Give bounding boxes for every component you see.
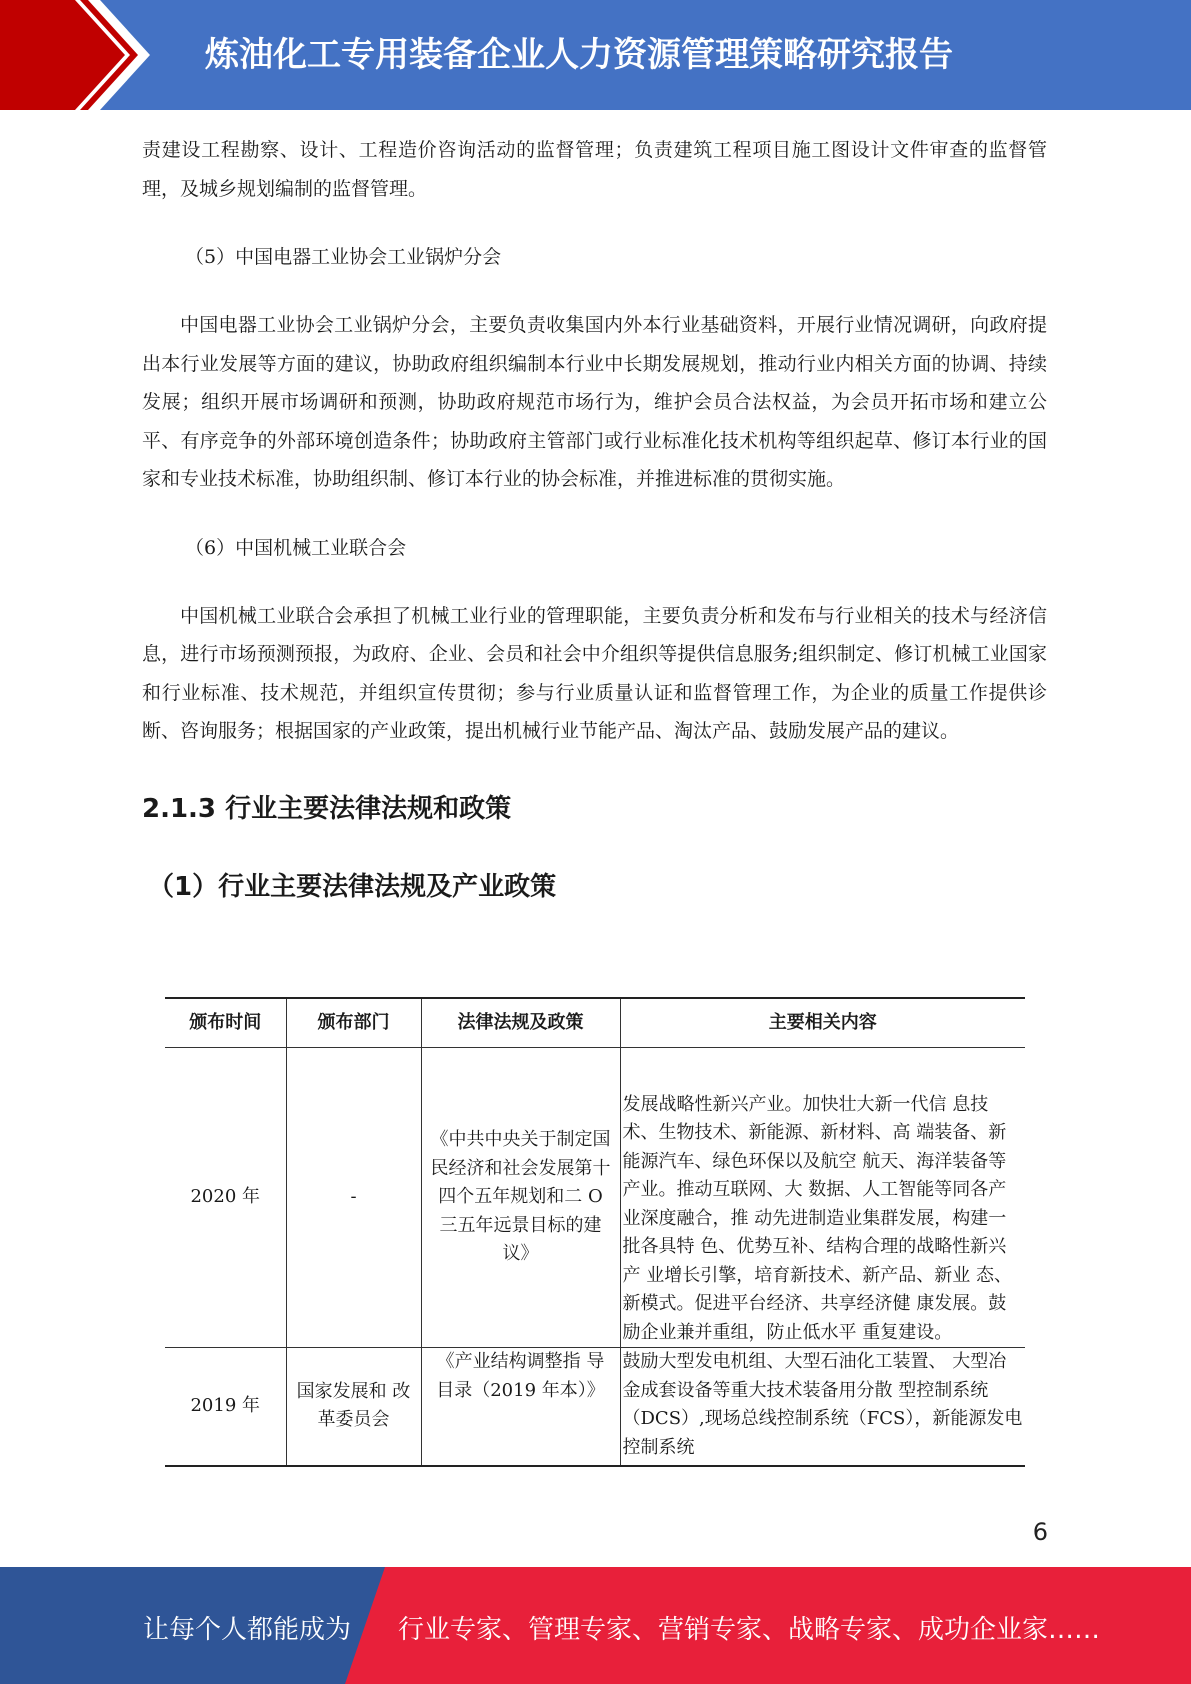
column-header-department: 颁布部门 [286,998,421,1048]
spacer [142,208,1047,238]
cell-content: 鼓励大型发电机组、大型石油化工装置、 大型冶金成套设备等重大技术装备用分散 型控制系统（DCS）,现场总线控制系统（FCS），新能源发电控制系统 [620,1348,1025,1466]
spacer [142,751,1047,789]
report-title: 炼油化工专用装备企业人力资源管理策略研究报告 [205,35,953,75]
subsection-title-5: （5）中国电器工业协会工业锅炉分会 [185,246,502,268]
spacer [142,829,1047,867]
cell-year: 2020 年 [190,1186,261,1208]
page-number: 6 [1032,1518,1048,1546]
subsection-body-5: 中国电器工业协会工业锅炉分会，主要负责收集国内外本行业基础资料，开展行业情况调研，向政府提出本行业发展等方面的建议，协助政府组织编制本行业中长期发展规划，推动行业内相关方面的协调、持续发展；组织开展市场调研和预测，协助政府规范市场行为，维护会员合法权益，为会员开拓市场和建立公平、有序竞争的外部环境创造条件；协助政府主管部门或行业标准化技术机构等组织起草、修订本行业的国家和专业技术标准，协助组织制、修订本行业的协会标准，并推进标准的贯彻实施。 [142,314,1047,490]
cell-content: 发展战略性新兴产业。加快壮大新一代信 息技术、生物技术、新能源、新材料、高 端装备、新能源汽车、绿色环保以及航空 航天、海洋装备等产业。推动互联网、大 数据、人工智能等同各产业深度融合，推 动先进制造业集群发展，构建一批各具特 色、优势互补、结构合理的战略性新兴产 业增长引擎，培育新技术、新产品、新业 态、新模式。促进平台经济、共享经济健 康发展。鼓励企业兼并重组，防止低水平 重复建设。 [620,1048,1025,1348]
spacer [142,276,1047,306]
section-heading: 2.1.3 行业主要法律法规和政策 [142,793,512,824]
page-footer [0,1567,1191,1684]
continued-paragraph: 责建设工程勘察、设计、工程造价咨询活动的监督管理；负责建筑工程项目施工图设计文件审查的监督管理，及城乡规划编制的监督管理。 [142,139,1047,200]
table-header-row [165,998,1025,1048]
subsection-body-6: 中国机械工业联合会承担了机械工业行业的管理职能，主要负责分析和发布与行业相关的技术与经济信息，进行市场预测预报，为政府、企业、会员和社会中介组织等提供信息服务;组织制定、修订机械工业国家和行业标准、技术规范，并组织宣传贯彻；参与行业质量认证和监督管理工作，为企业的质量工作提供诊断、咨询服务；根据国家的产业政策，提出机械行业节能产品、淘汰产品、鼓励发展产品的建议。 [142,604,1047,742]
main-content [142,131,1047,907]
table-row [165,1048,1025,1348]
footer-slogan-left: 让每个人都能成为 [143,1615,352,1645]
table-title: （1）行业主要法律法规及产业政策 [148,871,557,902]
cell-policy: 《产业结构调整指 导目录（2019 年本）》 [421,1348,620,1466]
column-header-policy: 法律法规及政策 [421,998,620,1048]
cell-department: 国家发展和 改革委员会 [286,1348,421,1466]
table-row [165,1348,1025,1466]
cell-department: - [286,1048,421,1348]
column-header-content: 主要相关内容 [620,998,1025,1048]
spacer [142,567,1047,597]
spacer [142,499,1047,529]
regulations-table [165,997,1025,1467]
footer-slogan-right: 行业专家、管理专家、营销专家、战略专家、成功企业家…… [398,1615,1101,1645]
subsection-title-6: （6）中国机械工业联合会 [185,536,407,559]
page-header [0,0,1191,110]
cell-year: 2019 年 [190,1395,261,1416]
column-header-date: 颁布时间 [189,1011,262,1033]
cell-policy: 《中共中央关于制定国民经济和社会发展第十四个五年规划和二 O 三五年远景目标的建议》 [421,1048,620,1348]
